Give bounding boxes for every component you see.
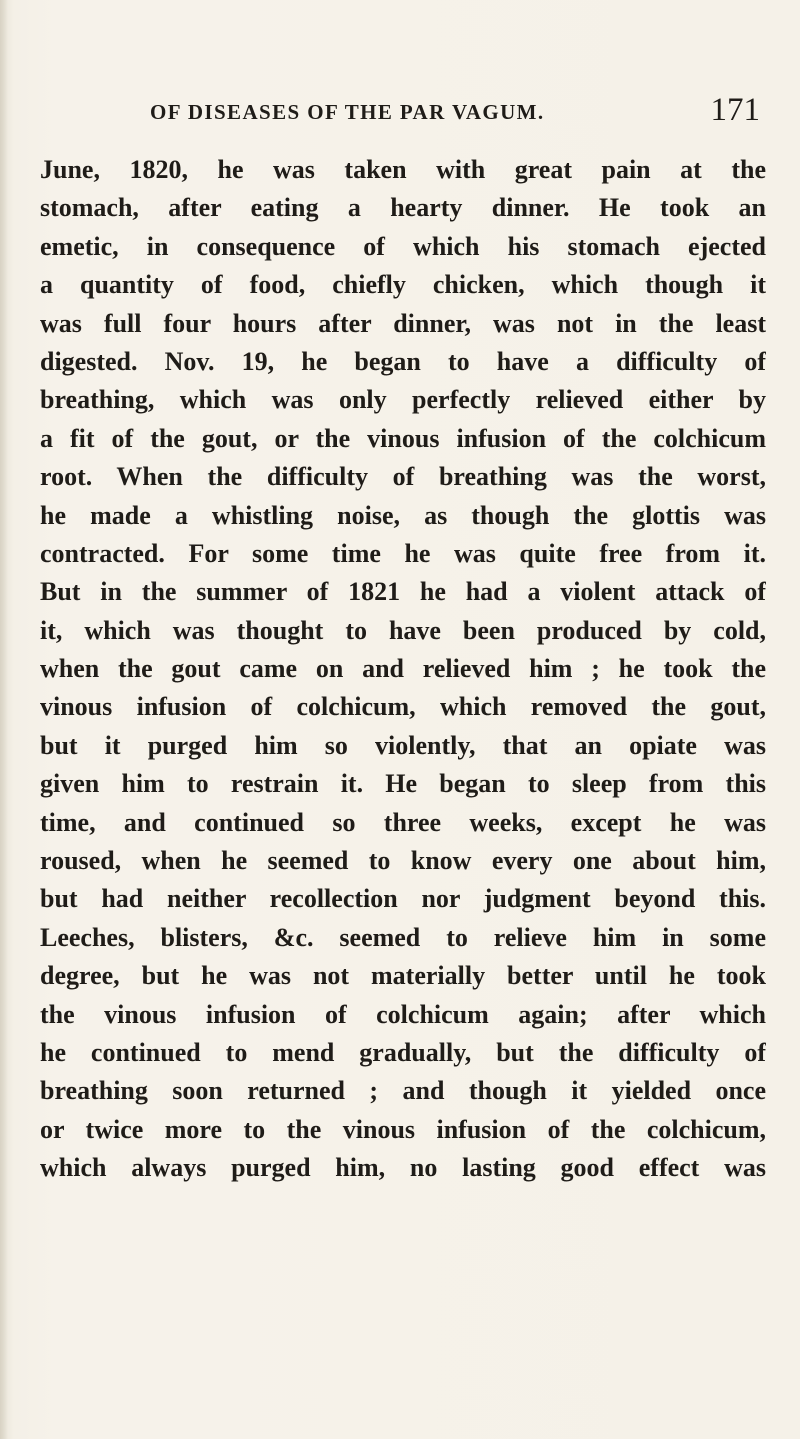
text-line: digested. Nov. 19, he began to have a difficulty of bbox=[40, 346, 766, 376]
text-line: the vinous infusion of colchicum again; after which bbox=[40, 999, 766, 1029]
text-line: which always purged him, no lasting good effect was bbox=[40, 1153, 766, 1183]
text-line: root. When the difficulty of breathing was the worst, bbox=[40, 462, 766, 492]
body-text bbox=[40, 151, 766, 1188]
text-line: when the gout came on and relieved him ; he took the bbox=[40, 654, 766, 684]
running-head bbox=[150, 92, 760, 132]
text-line: roused, when he seemed to know every one about him, bbox=[40, 846, 766, 876]
page-gutter-shadow bbox=[0, 0, 8, 1439]
page-number: 171 bbox=[710, 92, 760, 128]
text-line: breathing soon returned ; and though it yielded once bbox=[40, 1076, 766, 1106]
text-line: he continued to mend gradually, but the difficulty of bbox=[40, 1037, 766, 1067]
running-head-title: OF DISEASES OF THE PAR VAGUM. bbox=[150, 100, 545, 124]
text-line: emetic, in consequence of which his stomach ejected bbox=[40, 231, 766, 261]
text-line: vinous infusion of colchicum, which removed the gout, bbox=[40, 692, 766, 722]
text-line: But in the summer of 1821 he had a violent attack of bbox=[40, 577, 766, 607]
text-line: a fit of the gout, or the vinous infusion of the colchicum bbox=[40, 423, 766, 453]
text-line: or twice more to the vinous infusion of the colchicum, bbox=[40, 1114, 766, 1144]
text-line: given him to restrain it. He began to sleep from this bbox=[40, 769, 766, 799]
text-line: but had neither recollection nor judgment beyond this. bbox=[40, 884, 766, 914]
text-line: June, 1820, he was taken with great pain at the bbox=[40, 155, 766, 184]
text-line: was full four hours after dinner, was not in the least bbox=[40, 308, 766, 338]
text-line: he made a whistling noise, as though the glottis was bbox=[40, 500, 766, 530]
text-line: Leeches, blisters, &c. seemed to relieve him in some bbox=[40, 922, 766, 952]
text-line: contracted. For some time he was quite free from it. bbox=[40, 538, 766, 568]
text-line: but it purged him so violently, that an opiate was bbox=[40, 730, 766, 760]
text-line: degree, but he was not materially better until he took bbox=[40, 961, 766, 991]
text-line: stomach, after eating a hearty dinner. He took an bbox=[40, 193, 766, 223]
text-line: it, which was thought to have been produced by cold, bbox=[40, 615, 766, 645]
text-line: time, and continued so three weeks, except he was bbox=[40, 807, 766, 837]
text-line: a quantity of food, chiefly chicken, which though it bbox=[40, 270, 766, 300]
text-line: breathing, which was only perfectly relieved either by bbox=[40, 385, 766, 415]
